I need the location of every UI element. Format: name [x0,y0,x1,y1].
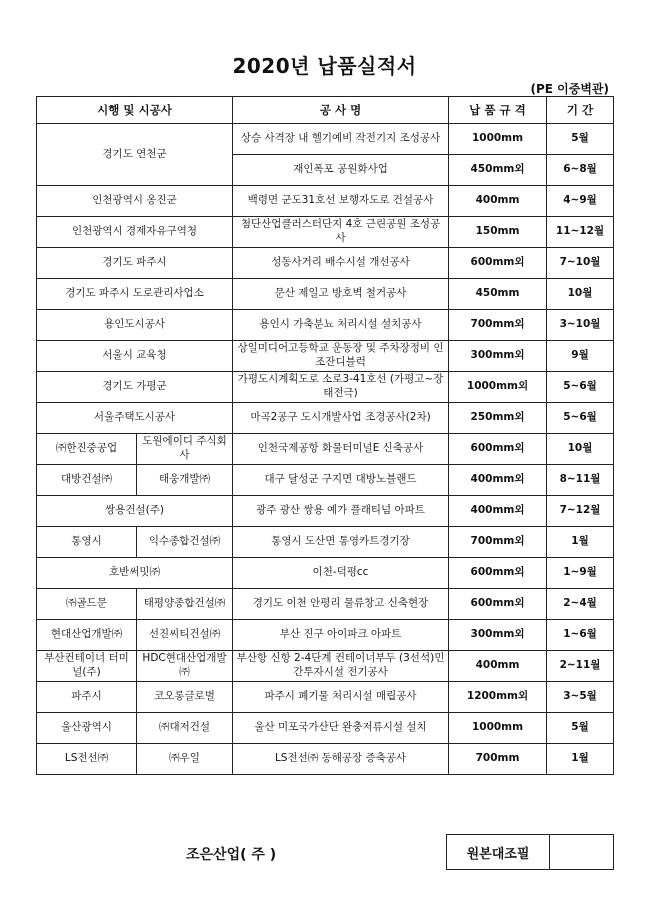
table-row [37,527,614,558]
table-row [37,124,614,155]
table-row [37,186,614,217]
period-cell: 5~6월 [547,403,614,434]
client-cell: 인천광역시 옹진군 [37,186,233,217]
project-cell: 재인폭포 공원화사업 [233,155,449,186]
spec-cell: 1000mm외 [449,372,547,403]
period-cell: 2~11월 [547,651,614,682]
client-cell: 서울시 교육청 [37,341,233,372]
period-cell: 1~6월 [547,620,614,651]
client-cell: 울산광역시 [37,713,137,744]
client-cell: 경기도 파주시 [37,248,233,279]
project-cell: 경기도 이천 안평리 물류창고 신축현장 [233,589,449,620]
table-row [37,465,614,496]
certification-label: 원본대조필 [447,835,550,869]
header-spec: 납 품 규 격 [449,97,547,124]
spec-cell: 300mm외 [449,341,547,372]
period-cell: 10월 [547,279,614,310]
spec-cell: 600mm외 [449,248,547,279]
project-cell: 백령면 군도31호선 보행자도로 건설공사 [233,186,449,217]
client-cell: 서울주택도시공사 [37,403,233,434]
table-body [37,124,614,775]
table-row [37,682,614,713]
table-row [37,744,614,775]
project-cell: 부산 진구 아이파크 아파트 [233,620,449,651]
client-cell: 쌍용건설(주) [37,496,233,527]
period-cell: 9월 [547,341,614,372]
stamp-area [550,835,613,869]
spec-cell: 400mm [449,651,547,682]
contractor-cell: 코오롱글로벌 [137,682,233,713]
project-cell: 부산항 신항 2-4단계 컨테이너부두 (3선석)민간투자시설 전기공사 [233,651,449,682]
period-cell: 1월 [547,744,614,775]
table-row [37,620,614,651]
project-cell: 대구 달성군 구지면 대방노블랜드 [233,465,449,496]
client-cell: 인천광역시 경제자유구역청 [37,217,233,248]
table-header-row [37,97,614,124]
table-row [37,341,614,372]
spec-cell: 600mm외 [449,434,547,465]
spec-cell: 400mm외 [449,496,547,527]
table-row [37,558,614,589]
client-cell: 현대산업개발㈜ [37,620,137,651]
period-cell: 10월 [547,434,614,465]
document-title: 2020년 납품실적서 [232,54,417,78]
client-cell: LS전선㈜ [37,744,137,775]
certification-box [446,834,614,870]
period-cell: 3~10월 [547,310,614,341]
contractor-cell: ㈜대저건설 [137,713,233,744]
contractor-cell: 선진씨티건설㈜ [137,620,233,651]
spec-cell: 450mm [449,279,547,310]
period-cell: 4~9월 [547,186,614,217]
spec-cell: 700mm [449,744,547,775]
table-row [37,248,614,279]
project-cell: 첨단산업클러스터단지 4호 근린공원 조성공사 [233,217,449,248]
period-cell: 5월 [547,124,614,155]
period-cell: 2~4월 [547,589,614,620]
contractor-cell: HDC현대산업개발㈜ [137,651,233,682]
spec-cell: 300mm외 [449,620,547,651]
table-row [37,651,614,682]
spec-cell: 450mm외 [449,155,547,186]
client-cell: 호반써밋㈜ [37,558,233,589]
client-cell: 경기도 가평군 [37,372,233,403]
project-cell: 인천국제공항 화물터미널E 신축공사 [233,434,449,465]
client-cell: ㈜한진중공업 [37,434,137,465]
client-cell: 대방건설㈜ [37,465,137,496]
delivery-record-table [36,96,614,775]
spec-cell: 400mm [449,186,547,217]
spec-cell: 1200mm외 [449,682,547,713]
period-cell: 5~6월 [547,372,614,403]
contractor-cell: 익수종합건설㈜ [137,527,233,558]
period-cell: 1월 [547,527,614,558]
spec-cell: 250mm외 [449,403,547,434]
table-row [37,403,614,434]
spec-cell: 700mm외 [449,527,547,558]
contractor-cell: 태평양종합건설㈜ [137,589,233,620]
project-cell: 상승 사격장 내 헬기예비 작전기지 조성공사 [233,124,449,155]
header-period: 기 간 [547,97,614,124]
spec-cell: 700mm외 [449,310,547,341]
client-cell: 용인도시공사 [37,310,233,341]
table-row [37,279,614,310]
contractor-cell: 태웅개발㈜ [137,465,233,496]
client-cell: 경기도 파주시 도로관리사업소 [37,279,233,310]
table-row [37,589,614,620]
project-cell: 마곡2공구 도시개발사업 조경공사(2차) [233,403,449,434]
spec-cell: 400mm외 [449,465,547,496]
period-cell: 7~10월 [547,248,614,279]
spec-cell: 600mm외 [449,589,547,620]
contractor-cell: ㈜우일 [137,744,233,775]
project-cell: 통영시 도산면 통영카트경기장 [233,527,449,558]
project-cell: LS전선㈜ 동해공장 증축공사 [233,744,449,775]
project-cell: 광주 광산 쌍용 예가 플래티넘 아파트 [233,496,449,527]
spec-cell: 600mm외 [449,558,547,589]
header-project: 공 사 명 [233,97,449,124]
spec-cell: 1000mm [449,124,547,155]
table-row [37,310,614,341]
project-cell: 성동사거리 배수시설 개선공사 [233,248,449,279]
table-row [37,217,614,248]
client-cell: 파주시 [37,682,137,713]
period-cell: 6~8월 [547,155,614,186]
contractor-cell: 도원에이디 주식회사 [137,434,233,465]
spec-cell: 150mm [449,217,547,248]
client-cell: 통영시 [37,527,137,558]
client-cell: ㈜골드문 [37,589,137,620]
period-cell: 8~11월 [547,465,614,496]
project-cell: 울산 미포국가산단 완충저류시설 설치 [233,713,449,744]
company-name: 조은산업( 주 ) [186,847,277,863]
client-cell: 부산컨테이너 터미널(주) [37,651,137,682]
table-row [37,372,614,403]
project-cell: 용인시 가축분뇨 처리시설 설치공사 [233,310,449,341]
period-cell: 11~12월 [547,217,614,248]
table-row [37,434,614,465]
period-cell: 1~9월 [547,558,614,589]
table-row [37,496,614,527]
period-cell: 5월 [547,713,614,744]
period-cell: 7~12월 [547,496,614,527]
project-cell: 상일미디어고등학교 운동장 및 주차장정비 인조잔디블럭 [233,341,449,372]
header-client: 시행 및 시공사 [37,97,233,124]
client-cell: 경기도 연천군 [37,124,233,186]
table-row [37,713,614,744]
project-cell: 파주시 폐기물 처리시설 매립공사 [233,682,449,713]
project-cell: 문산 제일고 방호벽 철거공사 [233,279,449,310]
project-cell: 이천-덕평cc [233,558,449,589]
project-cell: 가평도시계획도로 소로3-41호선 (가평고~장태전극) [233,372,449,403]
document-subtitle: (PE 이중벽관) [530,82,609,96]
period-cell: 3~5월 [547,682,614,713]
spec-cell: 1000mm [449,713,547,744]
